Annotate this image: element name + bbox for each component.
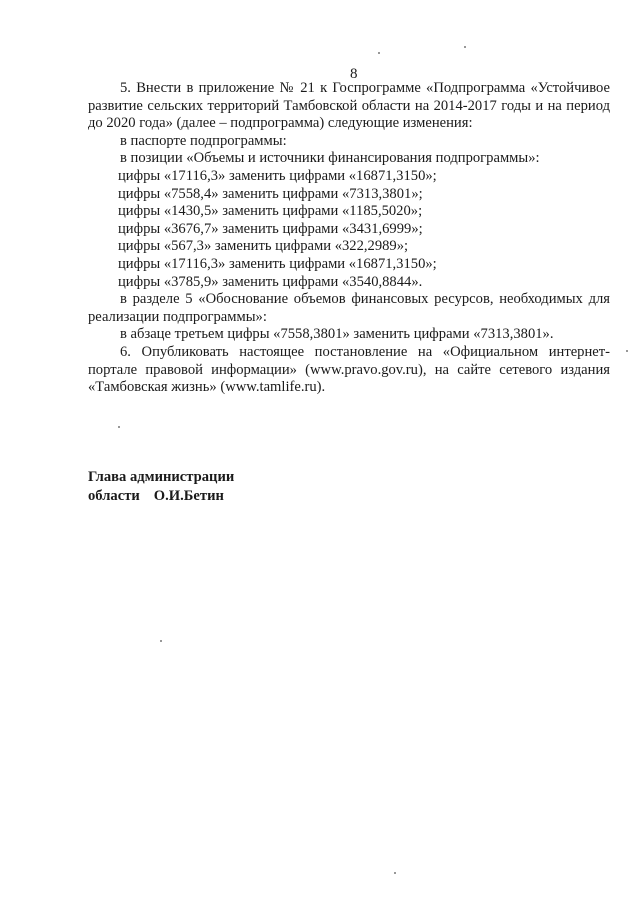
passport-line: в паспорте подпрограммы: [120, 132, 287, 149]
signature-line [88, 487, 234, 506]
change-line: цифры «1430,5» заменить цифрами «1185,5020»; [118, 203, 423, 220]
position-line: в позиции «Объемы и источники финансирования подпрограммы»: [120, 150, 540, 167]
scan-speck [160, 640, 162, 642]
change-line: цифры «17116,3» заменить цифрами «16871,3150»; [118, 167, 437, 184]
signature-name: О.И.Бетин [153, 488, 224, 504]
signature-region: области [88, 488, 140, 504]
scan-speck [626, 350, 628, 352]
signature-title: Глава администрации [88, 469, 235, 485]
paragraph-item-6: 6. Опубликовать настоящее постановление на «Официальном интернет-портале правовой информации» (www.pravo.gov.ru), на сайте сетевого издания «Тамбовская жизнь» (www.tamlife.ru). [88, 343, 610, 396]
change-line: цифры «3785,9» заменить цифрами «3540,8844». [118, 273, 423, 290]
scan-speck [118, 426, 120, 428]
document-body [88, 80, 610, 397]
scan-speck [464, 46, 466, 48]
abzac-line: в абзаце третьем цифры «7558,3801» заменить цифрами «7313,3801». [120, 326, 554, 343]
scan-speck [394, 872, 396, 874]
signature-block [88, 468, 234, 506]
change-line: цифры «3676,7» заменить цифрами «3431,6999»; [118, 220, 423, 237]
change-line: цифры «17116,3» заменить цифрами «16871,3150»; [118, 255, 437, 272]
change-line: цифры «567,3» заменить цифрами «322,2989»; [118, 238, 409, 255]
change-line: цифры «7558,4» заменить цифрами «7313,3801»; [118, 185, 423, 202]
paragraph-item-5: 5. Внести в приложение № 21 к Госпрограмме «Подпрограмма «Устойчивое развитие сельских территорий Тамбовской области на 2014-2017 годы и на период до 2020 года» (далее – подпрограмма) следующие изменения: [88, 80, 610, 132]
scan-speck [378, 52, 380, 54]
page-number: 8 [350, 66, 358, 82]
section5-line: в разделе 5 «Обоснование объемов финансовых ресурсов, необходимых для реализации подпрограммы»: [88, 291, 610, 325]
